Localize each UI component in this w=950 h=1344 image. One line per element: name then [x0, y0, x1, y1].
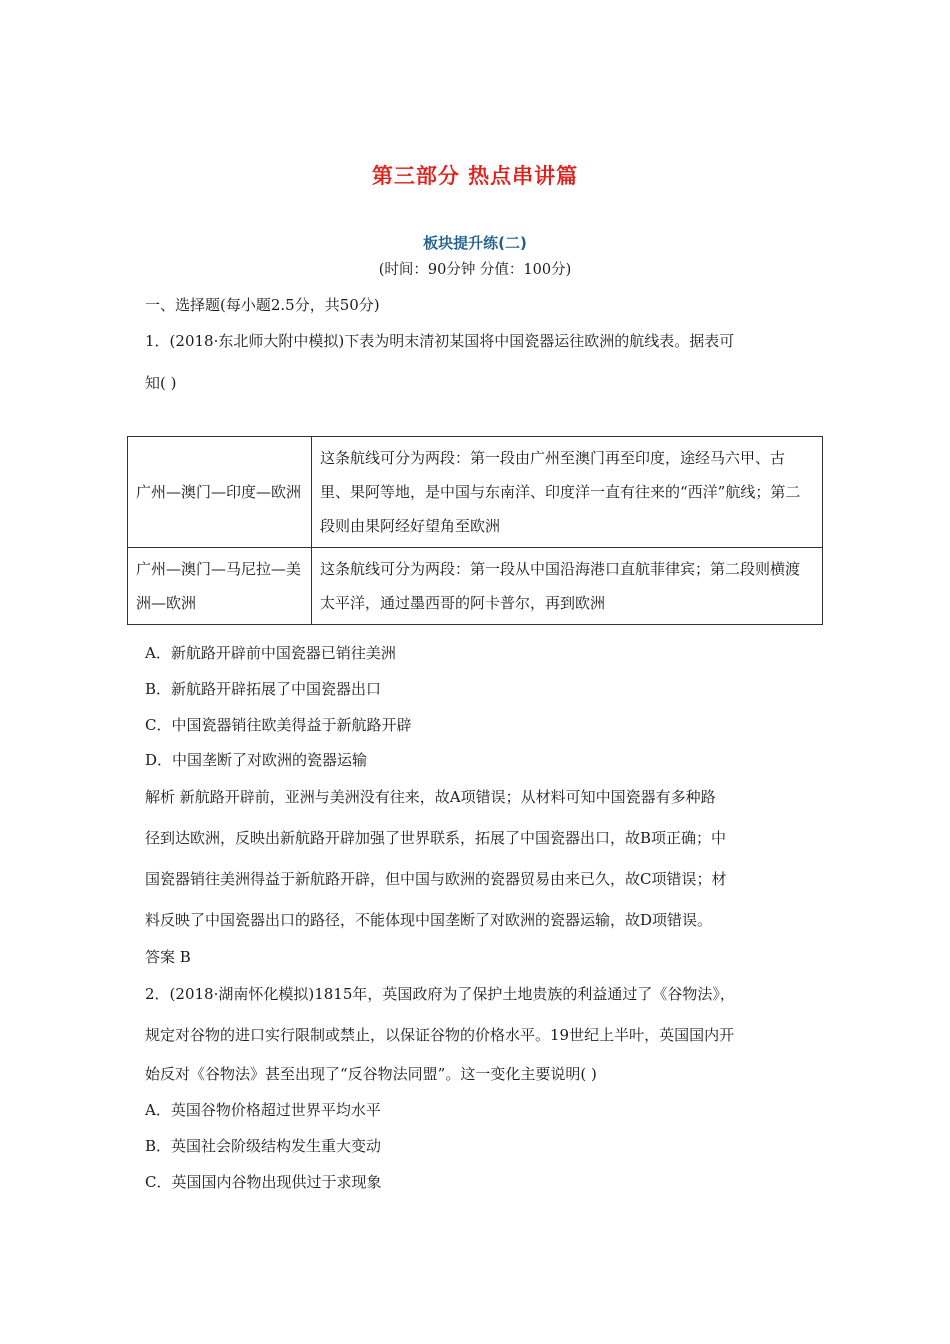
- q2-stem-line: 规定对谷物的进口实行限制或禁止，以保证谷物的价格水平。19世纪上半叶，英国国内开: [145, 1026, 735, 1044]
- q1-option-b: B．新航路开辟拓展了中国瓷器出口: [145, 680, 382, 698]
- section-title: 板块提升练(二): [423, 234, 527, 252]
- route-description-cell: 这条航线可分为两段：第一段从中国沿海港口直航菲律宾；第二段则横渡太平洋，通过墨西哥的阿卡普尔，再到欧洲: [312, 548, 823, 625]
- table-row: [128, 548, 823, 625]
- q1-analysis-line: 国瓷器销往美洲得益于新航路开辟，但中国与欧洲的瓷器贸易由来已久，故C项错误；材: [145, 870, 727, 888]
- q1-stem-line-1: 1．(2018·东北师大附中模拟)下表为明末清初某国将中国瓷器运往欧洲的航线表。据表可: [145, 332, 735, 350]
- q1-analysis-line: 径到达欧洲，反映出新航路开辟加强了世界联系，拓展了中国瓷器出口，故B项正确；中: [145, 829, 727, 847]
- route-cell: 广州—澳门—印度—欧洲: [128, 437, 312, 548]
- q1-option-d: D．中国垄断了对欧洲的瓷器运输: [145, 751, 368, 769]
- q2-stem-line: 2．(2018·湖南怀化模拟)1815年，英国政府为了保护土地贵族的利益通过了《谷物法》，: [145, 985, 735, 1003]
- table-row: [128, 437, 823, 548]
- q1-option-a: A．新航路开辟前中国瓷器已销往美洲: [145, 644, 396, 662]
- section-heading: 一、选择题(每小题2.5分，共50分): [145, 296, 380, 314]
- q1-analysis-line: 解析 新航路开辟前，亚洲与美洲没有往来，故A项错误；从材料可知中国瓷器有多种路: [145, 788, 716, 806]
- q2-option-b: B．英国社会阶级结构发生重大变动: [145, 1137, 382, 1155]
- route-table: [127, 436, 823, 625]
- q2-stem-line: 始反对《谷物法》甚至出现了“反谷物法同盟”。这一变化主要说明( ): [145, 1065, 597, 1083]
- route-cell: 广州—澳门—马尼拉—美洲—欧洲: [128, 548, 312, 625]
- part-title: 第三部分 热点串讲篇: [371, 164, 579, 188]
- q1-analysis-line: 料反映了中国瓷器出口的路径，不能体现中国垄断了对欧洲的瓷器运输，故D项错误。: [145, 911, 713, 929]
- q1-answer: 答案 B: [145, 948, 191, 966]
- q1-option-c: C．中国瓷器销往欧美得益于新航路开辟: [145, 716, 412, 734]
- q2-option-c: C．英国国内谷物出现供过于求现象: [145, 1173, 382, 1191]
- time-score-info: (时间：90分钟 分值：100分): [378, 262, 572, 278]
- q2-option-a: A．英国谷物价格超过世界平均水平: [145, 1101, 381, 1119]
- route-description-cell: 这条航线可分为两段：第一段由广州至澳门再至印度，途经马六甲、古里、果阿等地，是中国与东南洋、印度洋一直有往来的“西洋”航线；第二段则由果阿经好望角至欧洲: [312, 437, 823, 548]
- q1-stem-line-2: 知( ): [145, 374, 177, 392]
